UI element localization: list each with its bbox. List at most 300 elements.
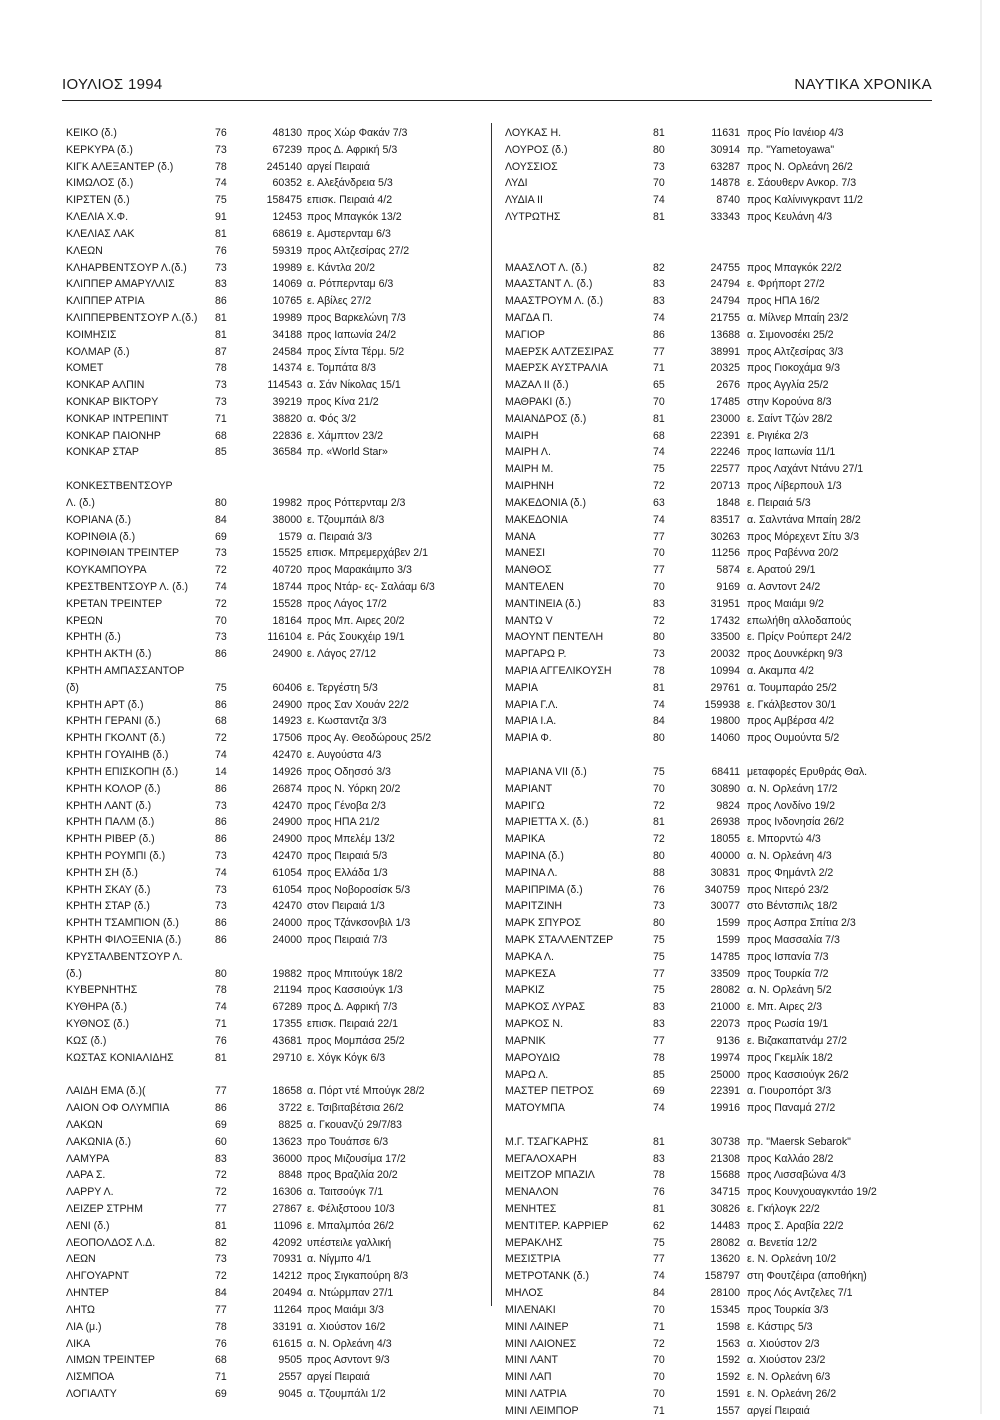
ship-name: ΜΑΝΑ (505, 530, 536, 543)
tonnage: 13620 (710, 1253, 740, 1266)
ship-name: ΚΥΘΗΡΑ (δ.) (66, 1001, 128, 1014)
status-note: προς Τουρκία 3/3 (747, 1303, 829, 1316)
status-note: α. Χιούστον 23/2 (747, 1354, 826, 1367)
build-year: 77 (215, 1085, 227, 1098)
tonnage: 12453 (272, 211, 302, 224)
ship-name: ΛΑΡΡΥ Λ. (66, 1186, 114, 1199)
tonnage: 24000 (272, 934, 302, 946)
tonnage: 19989 (272, 311, 302, 324)
ship-name: ΜΑΡΙΑ Ι.Α. (505, 715, 557, 728)
build-year: 71 (215, 1371, 227, 1384)
build-year: 72 (653, 1337, 665, 1350)
tonnage: 30914 (710, 143, 740, 156)
tonnage: 24755 (710, 261, 740, 274)
tonnage: 1563 (716, 1337, 740, 1350)
tonnage: 1579 (278, 530, 302, 543)
status-note: α. Ν. Ορλεάνη 4/3 (307, 1337, 392, 1350)
status-note: ε. Τεργέστη 5/3 (307, 681, 378, 694)
tonnage: 14878 (710, 177, 740, 190)
ship-name: ΚΡΗΤΗ ΑΡΤ (δ.) (66, 698, 144, 711)
ship-name: ΜΑΙΡΗ Λ. (505, 446, 551, 459)
tonnage: 24794 (710, 295, 740, 308)
tonnage: 22836 (272, 429, 302, 442)
build-year: 74 (653, 194, 665, 207)
status-note: α. Σιμονοσέκι 25/2 (747, 328, 834, 341)
status-note: προς Νοβοροσίσκ 5/3 (307, 883, 411, 896)
ship-name: ΜΑΡΙΑΝΑ VII (δ.) (505, 765, 587, 778)
build-year: 72 (215, 597, 227, 610)
ship-name: ΛΟΥΡΟΣ (δ.) (505, 143, 568, 156)
build-year: 76 (215, 127, 227, 139)
status-note: προς Δ. Αφρική 5/3 (307, 143, 398, 156)
build-year: 70 (215, 614, 227, 627)
build-year: 72 (653, 614, 665, 627)
build-year: 70 (653, 547, 665, 560)
status-note: α. Ν. Ορλεάνη 17/2 (747, 782, 838, 795)
status-note: α. Ασντοντ 24/2 (747, 580, 821, 593)
build-year: 65 (653, 379, 665, 392)
ship-name: ΚΟΡΙΝΘΙΑΝ ΤΡΕΙΝΤΕΡ (66, 547, 180, 560)
ship-name: ΜΑΡΙΑ Γ.Λ. (505, 698, 558, 711)
tonnage: 114543 (267, 379, 302, 392)
build-year: 80 (215, 967, 227, 980)
tonnage: 116104 (267, 631, 302, 644)
tonnage: 17485 (710, 396, 740, 408)
status-note: προς Λαχάντ Ντάνυ 27/1 (747, 463, 864, 476)
build-year: 73 (653, 900, 665, 913)
build-year: 75 (653, 934, 665, 946)
build-year: 72 (215, 732, 227, 745)
build-year: 73 (215, 883, 227, 896)
tonnage: 22391 (710, 429, 740, 442)
build-year: 78 (215, 160, 227, 173)
status-note: προς Λισσαβώνα 4/3 (747, 1169, 846, 1182)
ship-name: ΚΟΝΚΑΡ ΒΙΚΤΟΡΥ (66, 396, 159, 408)
build-year: 81 (215, 328, 227, 341)
build-year: 76 (215, 1034, 227, 1047)
ship-name: ΜΙΛΕΝΑΚΙ (505, 1303, 556, 1316)
status-note: ε. Αρατού 29/1 (747, 564, 816, 577)
build-year: 75 (653, 950, 665, 963)
status-note: ε. Γκάλβεστον 30/1 (747, 698, 837, 711)
status-note: α. Γιουροπόρτ 3/3 (747, 1085, 832, 1098)
build-year: 69 (215, 1387, 227, 1400)
build-year: 75 (653, 1236, 665, 1249)
build-year: 80 (653, 917, 665, 930)
build-year: 80 (215, 496, 227, 509)
tonnage: 29761 (710, 681, 740, 694)
ship-name: ΚΛΙΠΠΕΡΒΕΝΤΣΟΥΡ Λ.(δ.) (66, 311, 198, 324)
status-note: ε. Αβίλες 27/2 (307, 295, 372, 308)
build-year: 74 (215, 749, 227, 762)
status-note: προς Μασσαλία 7/3 (747, 934, 840, 946)
build-year: 81 (653, 1203, 665, 1215)
build-year: 81 (215, 227, 227, 240)
ship-name: ΜΑΙΡΗ (505, 429, 539, 442)
status-note: προς Ντάρ- ες- Σαλάαμ 6/3 (307, 580, 435, 593)
tonnage: 17355 (272, 1018, 302, 1031)
status-note: προς Ρόττερνταμ 2/3 (307, 496, 406, 509)
tonnage: 9824 (716, 799, 740, 812)
build-year: 77 (215, 1303, 227, 1316)
status-note: αργεί Πειραιά (747, 1404, 810, 1417)
status-note: α. Πόρτ ντέ Μπούγκ 28/2 (307, 1085, 425, 1098)
ship-name: ΛΑΚΩΝ (66, 1118, 103, 1131)
ship-name: ΚΛΗΑΡΒΕΝΤΣΟΥΡ Λ.(δ.) (66, 261, 187, 274)
tonnage: 1592 (716, 1371, 740, 1384)
build-year: 72 (215, 564, 227, 577)
tonnage: 3722 (278, 1102, 302, 1115)
build-year: 70 (653, 1371, 665, 1384)
tonnage: 59319 (272, 244, 302, 257)
tonnage: 1599 (716, 917, 740, 930)
status-note: α. Νίγμπο 4/1 (307, 1253, 372, 1266)
tonnage: 33500 (710, 631, 740, 644)
tonnage: 33509 (710, 967, 740, 980)
status-note: ε. Τομπάτα 8/3 (307, 362, 376, 375)
ship-name: ΚΥΒΕΡΝΗΤΗΣ (66, 984, 138, 997)
tonnage: 1598 (716, 1320, 740, 1333)
ship-name: ΜΑΘΡΑΚΙ (δ.) (505, 396, 572, 408)
status-note: στη Φουτζέιρα (αποθήκη) (747, 1270, 867, 1283)
status-note: προς Μαρακάιμπο 3/3 (307, 564, 412, 577)
ship-name: ΚΡΗΤΗ ΡΟΥΜΠΙ (δ.) (66, 849, 166, 862)
build-year: 60 (215, 1135, 227, 1148)
tonnage: 340759 (704, 883, 740, 896)
build-year: 77 (653, 345, 665, 358)
ship-name: ΚΟΝΚΑΡ ΠΑΙΟΝΗΡ (66, 429, 161, 442)
ship-name: ΜΑΓΔΑ Π. (505, 311, 553, 324)
tonnage: 9169 (716, 580, 740, 593)
ship-name: ΚΡΗΤΗ ΡΙΒΕΡ (δ.) (66, 833, 155, 846)
build-year: 81 (215, 311, 227, 324)
build-year: 85 (215, 446, 227, 459)
build-year: 68 (215, 715, 227, 728)
ship-name: ΚΥΘΝΟΣ (δ.) (66, 1018, 130, 1031)
build-year: 82 (653, 261, 665, 274)
build-year: 71 (215, 1018, 227, 1031)
ship-name: ΜΑΡΚΑ Λ. (505, 950, 554, 963)
tonnage: 70931 (272, 1253, 302, 1266)
ship-name: ΜΑΡΙΚΑ (505, 833, 546, 846)
tonnage: 14926 (272, 765, 302, 778)
build-year: 74 (653, 698, 665, 711)
ship-name: ΜΑΙΡΗΝΗ (505, 480, 554, 493)
ship-name: ΚΡΗΤΗ ΕΠΙΣΚΟΠΗ (δ.) (66, 765, 179, 778)
status-note: α. Χιούστον 16/2 (307, 1320, 386, 1333)
ship-name: ΛΥΔΙΑ ΙΙ (505, 194, 543, 207)
ship-name: ΜΗΛΟΣ (505, 1287, 544, 1300)
ship-name: Μ.Γ. ΤΣΑΓΚΑΡΗΣ (505, 1135, 589, 1148)
ship-name: ΜΑΡΚΙΖ (505, 984, 545, 997)
build-year: 86 (215, 698, 227, 711)
status-note: προς Ιαπωνία 11/1 (747, 446, 836, 459)
build-year: 78 (215, 1320, 227, 1333)
status-note: προς Λάγος 17/2 (307, 597, 387, 610)
ship-name: ΚΙΡΣΤΕΝ (δ.) (66, 194, 130, 207)
status-note: προς Αλτζεσίρας 27/2 (307, 244, 410, 257)
ship-name: ΜΕΤΡΟΤΑΝΚ (δ.) (505, 1270, 589, 1283)
ship-name: ΚΡΕΩΝ (66, 614, 103, 627)
status-note: ε. Τζουμπάιλ 8/3 (307, 513, 385, 526)
header-rule (62, 100, 932, 101)
tonnage: 15525 (272, 547, 302, 560)
status-note: α. Μίλνερ Μπαίη 23/2 (747, 311, 849, 324)
status-note: προς Μπαγκόκ 22/2 (747, 261, 842, 274)
ship-name: ΚΩΣ (δ.) (66, 1034, 107, 1047)
tonnage: 10994 (710, 665, 740, 677)
status-note: προς Ουμούντα 5/2 (747, 732, 840, 745)
build-year: 78 (653, 665, 665, 677)
tonnage: 13623 (272, 1135, 302, 1148)
build-year: 78 (653, 1051, 665, 1064)
tonnage: 15528 (272, 597, 302, 610)
status-note: προς Ρίο Ιανέιορ 4/3 (747, 127, 844, 139)
ship-name: ΚΛΕΛΙΑΣ ΛΑΚ (66, 227, 135, 240)
status-note: ε. Σαίντ Τζών 28/2 (747, 412, 833, 425)
status-note: α. Ακαμπα 4/2 (747, 665, 814, 677)
status-note: προς Ν. Ορλεάνη 26/2 (747, 160, 853, 173)
ship-name: ΜΕΣΙΣΤΡΙΑ (505, 1253, 561, 1266)
build-year: 73 (215, 396, 227, 408)
ship-name: ΜΑΙΑΝΔΡΟΣ (δ.) (505, 412, 587, 425)
tonnage: 16306 (272, 1186, 302, 1199)
issue-date: ΙΟΥΛΙΟΣ 1994 (62, 76, 163, 93)
build-year: 76 (653, 1186, 665, 1199)
status-note: προς Μομπάσα 25/2 (307, 1034, 405, 1047)
tonnage: 8848 (278, 1169, 302, 1182)
build-year: 71 (653, 1404, 665, 1417)
status-note: προς Ισπανία 7/3 (747, 950, 829, 963)
build-year: 80 (653, 732, 665, 745)
ship-name: ΚΡΗΤΗ ΓΕΡΑΝΙ (δ.) (66, 715, 161, 728)
ship-name: ΜΑΑΣΤΡΟΥΜ Λ. (δ.) (505, 295, 604, 308)
tonnage: 24900 (272, 648, 302, 661)
build-year: 73 (215, 379, 227, 392)
status-note: προς Λονδίνο 19/2 (747, 799, 835, 812)
ship-name: ΜΙΝΙ ΛΑΝΤ (505, 1354, 558, 1367)
build-year: 77 (653, 1034, 665, 1047)
build-year: 78 (215, 362, 227, 375)
status-note: στον Πειραιά 1/3 (307, 900, 385, 913)
status-note: προς Κίνα 21/2 (307, 396, 379, 408)
status-note: προς Ασντοντ 9/3 (307, 1354, 390, 1367)
ship-name: ΜΑΣΤΕΡ ΠΕΤΡΟΣ (505, 1085, 594, 1098)
status-note: προς ΗΠΑ 21/2 (307, 816, 380, 829)
status-note: προς Κασσιούγκ 1/3 (307, 984, 403, 997)
status-note: προς Μπ. Αιρες 20/2 (307, 614, 405, 627)
tonnage: 61054 (272, 866, 302, 879)
tonnage: 11264 (273, 1303, 302, 1316)
status-note: στην Κορούνα 8/3 (747, 396, 832, 408)
tonnage: 36584 (272, 446, 302, 459)
tonnage: 14060 (710, 732, 740, 745)
status-note: προς Σαν Χουάν 22/2 (307, 698, 409, 711)
ship-name: ΜΑΡΝΙΚ (505, 1034, 546, 1047)
ship-name: ΜΑΡΚΕΣΑ (505, 967, 556, 980)
ship-name: ΜΕΝΤΙΤΕΡ. ΚΑΡΡΙΕΡ (505, 1219, 609, 1232)
tonnage: 18164 (272, 614, 302, 627)
build-year: 77 (653, 1253, 665, 1266)
status-note: α. Βενετία 12/2 (747, 1236, 818, 1249)
ship-name: ΜΙΝΙ ΛΑΙΝΕΡ (505, 1320, 569, 1333)
tonnage: 36000 (272, 1152, 302, 1165)
ship-name: ΚΡΗΤΗ ΑΚΤΗ (δ.) (66, 648, 152, 661)
status-note: ε. Μπαλμπόα 26/2 (307, 1219, 395, 1232)
tonnage: 28100 (710, 1287, 740, 1300)
ship-name: ΛΗΝΤΕΡ (66, 1287, 109, 1300)
ship-name: (δ.) (66, 967, 82, 980)
tonnage: 33343 (710, 211, 740, 224)
build-year: 73 (215, 799, 227, 812)
ship-name: ΚΡΕΣΤΒΕΝΤΣΟΥΡ Λ. (δ.) (66, 580, 189, 593)
tonnage: 39219 (272, 396, 302, 408)
ship-name: ΜΑΑΣΤΑΝΤ Λ. (δ.) (505, 278, 593, 291)
ship-name: ΛΙΑ (μ.) (66, 1320, 102, 1333)
tonnage: 14212 (272, 1270, 302, 1283)
build-year: 76 (653, 883, 665, 896)
status-note: ε. Ράς Σουκχέιρ 19/1 (307, 631, 405, 644)
status-note: ε. Ν. Ορλεάνη 6/3 (747, 1371, 831, 1384)
build-year: 85 (653, 1068, 665, 1081)
build-year: 86 (215, 295, 227, 308)
status-note: α. Ν. Ορλεάνη 5/2 (747, 984, 832, 997)
ship-name: ΚΟΥΚΑΜΠΟΥΡΑ (66, 564, 147, 577)
ship-name: ΚΩΣΤΑΣ ΚΟΝΙΑΛΙΔΗΣ (66, 1051, 174, 1064)
ship-name: ΛΕΙΖΕΡ ΣΤΡΗΜ (66, 1203, 144, 1215)
status-note: ε. Πρίςν Ρούπερτ 24/2 (747, 631, 852, 644)
status-note: προς Μαιάμι 3/3 (307, 1303, 384, 1316)
status-note: προς Οδησσό 3/3 (307, 765, 391, 778)
build-year: 72 (215, 1270, 227, 1283)
build-year: 75 (215, 681, 227, 694)
tonnage: 68619 (272, 227, 302, 240)
ship-name: ΜΕΙΤΖΟΡ ΜΠΑΖΙΛ (505, 1169, 595, 1182)
page-header (62, 76, 932, 100)
ship-name: ΚΡΗΤΗ ΦΙΛΟΞΕΝΙΑ (δ.) (66, 934, 182, 946)
tonnage: 28082 (710, 984, 740, 997)
ship-name: ΜΑΡΙΓΩ (505, 799, 545, 812)
build-year: 74 (215, 866, 227, 879)
ship-name: ΚΟΙΜΗΣΙΣ (66, 328, 117, 341)
build-year: 74 (653, 1102, 665, 1115)
status-note: α. Πειραιά 3/3 (307, 530, 373, 543)
ship-name: ΜΑΝΘΟΣ (505, 564, 552, 577)
build-year: 86 (215, 1102, 227, 1115)
status-note: προς Ινδονησία 26/2 (747, 816, 845, 829)
status-note: προς Κευλάνη 4/3 (747, 211, 832, 224)
ship-name: ΚΡΗΤΗ ΑΜΠΑΣΣΑΝΤΟΡ (66, 665, 185, 677)
ship-name: ΛΙΣΜΠΟΑ (66, 1371, 115, 1384)
build-year: 78 (215, 984, 227, 997)
status-note: προς Λός Αντζελες 7/1 (747, 1287, 853, 1300)
build-year: 81 (653, 211, 665, 224)
ship-name: ΛΟΥΚΑΣ Η. (505, 127, 562, 139)
tonnage: 38820 (272, 412, 302, 425)
ship-name: ΚΟΛΜΑΡ (δ.) (66, 345, 130, 358)
tonnage: 10765 (272, 295, 302, 308)
status-note: προς Σ. Αραβία 22/2 (747, 1219, 844, 1232)
status-note: υπέστειλε γαλλική (307, 1236, 392, 1249)
build-year: 91 (215, 211, 227, 224)
status-note: προς Φημάντλ 2/2 (747, 866, 834, 879)
build-year: 83 (215, 278, 227, 291)
tonnage: 18055 (710, 833, 740, 846)
ship-name: ΛΕΩΝ (66, 1253, 96, 1266)
status-note: προς Κουνχουαγκντάο 19/2 (747, 1186, 877, 1199)
tonnage: 63287 (710, 160, 740, 173)
status-note: ε. Χάμπτον 23/2 (307, 429, 383, 442)
status-note: προς Πειραιά 5/3 (307, 849, 388, 862)
build-year: 88 (653, 866, 665, 879)
ship-name: ΚΟΜΕΤ (66, 362, 104, 375)
build-year: 73 (215, 261, 227, 274)
tonnage: 1557 (716, 1404, 740, 1417)
tonnage: 31951 (710, 597, 740, 610)
ship-name: ΜΙΝΙ ΛΑΙΟΝΕΣ (505, 1337, 577, 1350)
tonnage: 83517 (710, 513, 740, 526)
status-note: προς Αλτζεσίρας 3/3 (747, 345, 844, 358)
status-note: προς Μπελέμ 13/2 (307, 833, 395, 846)
build-year: 74 (653, 1270, 665, 1283)
ship-name: ΜΙΝΙ ΛΑΠ (505, 1371, 552, 1384)
status-note: προς Μαιάμι 9/2 (747, 597, 824, 610)
ship-name: ΜΑΡΚΟΣ Ν. (505, 1018, 564, 1031)
ship-name: ΛΑΡΑ Σ. (66, 1169, 106, 1182)
tonnage: 26938 (710, 816, 740, 829)
build-year: 14 (215, 765, 227, 778)
tonnage: 18658 (272, 1085, 302, 1098)
build-year: 86 (215, 833, 227, 846)
ship-name: Λ. (δ.) (66, 496, 95, 509)
build-year: 80 (653, 631, 665, 644)
status-note: προ Τουάπσε 6/3 (307, 1135, 389, 1148)
tonnage: 30831 (710, 866, 740, 879)
ship-name: ΜΑΡΓΑΡΩ Ρ. (505, 648, 567, 661)
build-year: 82 (215, 1236, 227, 1249)
build-year: 75 (653, 463, 665, 476)
tonnage: 1848 (716, 496, 740, 509)
ship-name: ΜΑΡΙΑ Φ. (505, 732, 552, 745)
ship-name: ΜΑΙΡΗ Μ. (505, 463, 554, 476)
tonnage: 5874 (716, 564, 740, 577)
build-year: 70 (653, 1303, 665, 1316)
status-note: προς Σιγκαπούρη 8/3 (307, 1270, 409, 1283)
ship-name: ΚΕΙΚΟ (δ.) (66, 127, 117, 139)
build-year: 83 (653, 1001, 665, 1014)
build-year: 74 (215, 1001, 227, 1014)
ship-name: ΚΟΝΚΑΡ ΙΝΤΡΕΠΙΝΤ (66, 412, 169, 425)
tonnage: 22391 (710, 1085, 740, 1098)
build-year: 69 (653, 1085, 665, 1098)
tonnage: 9505 (278, 1354, 302, 1367)
tonnage: 42092 (272, 1236, 302, 1249)
ship-name: ΜΑΕΡΣΚ ΑΥΣΤΡΑΛΙΑ (505, 362, 608, 375)
ship-name: ΚΟΝΚΑΡ ΑΛΠΙΝ (66, 379, 145, 392)
status-note: ε. Μπορντώ 4/3 (747, 833, 821, 846)
tonnage: 68411 (711, 765, 740, 778)
ship-name: ΚΟΡΙΝΘΙΑ (δ.) (66, 530, 136, 543)
status-note: προς Παναμά 27/2 (747, 1102, 836, 1115)
tonnage: 21308 (710, 1152, 740, 1165)
tonnage: 15688 (710, 1169, 740, 1182)
build-year: 74 (215, 177, 227, 190)
build-year: 78 (653, 1169, 665, 1182)
status-note: προς Χώρ Φακάν 7/3 (307, 127, 408, 139)
tonnage: 30890 (710, 782, 740, 795)
ship-name: ΚΡΗΤΗ ΤΣΑΜΠΙΟΝ (δ.) (66, 917, 179, 930)
ship-name: ΚΡΗΤΗ ΣΚΑΥ (δ.) (66, 883, 151, 896)
